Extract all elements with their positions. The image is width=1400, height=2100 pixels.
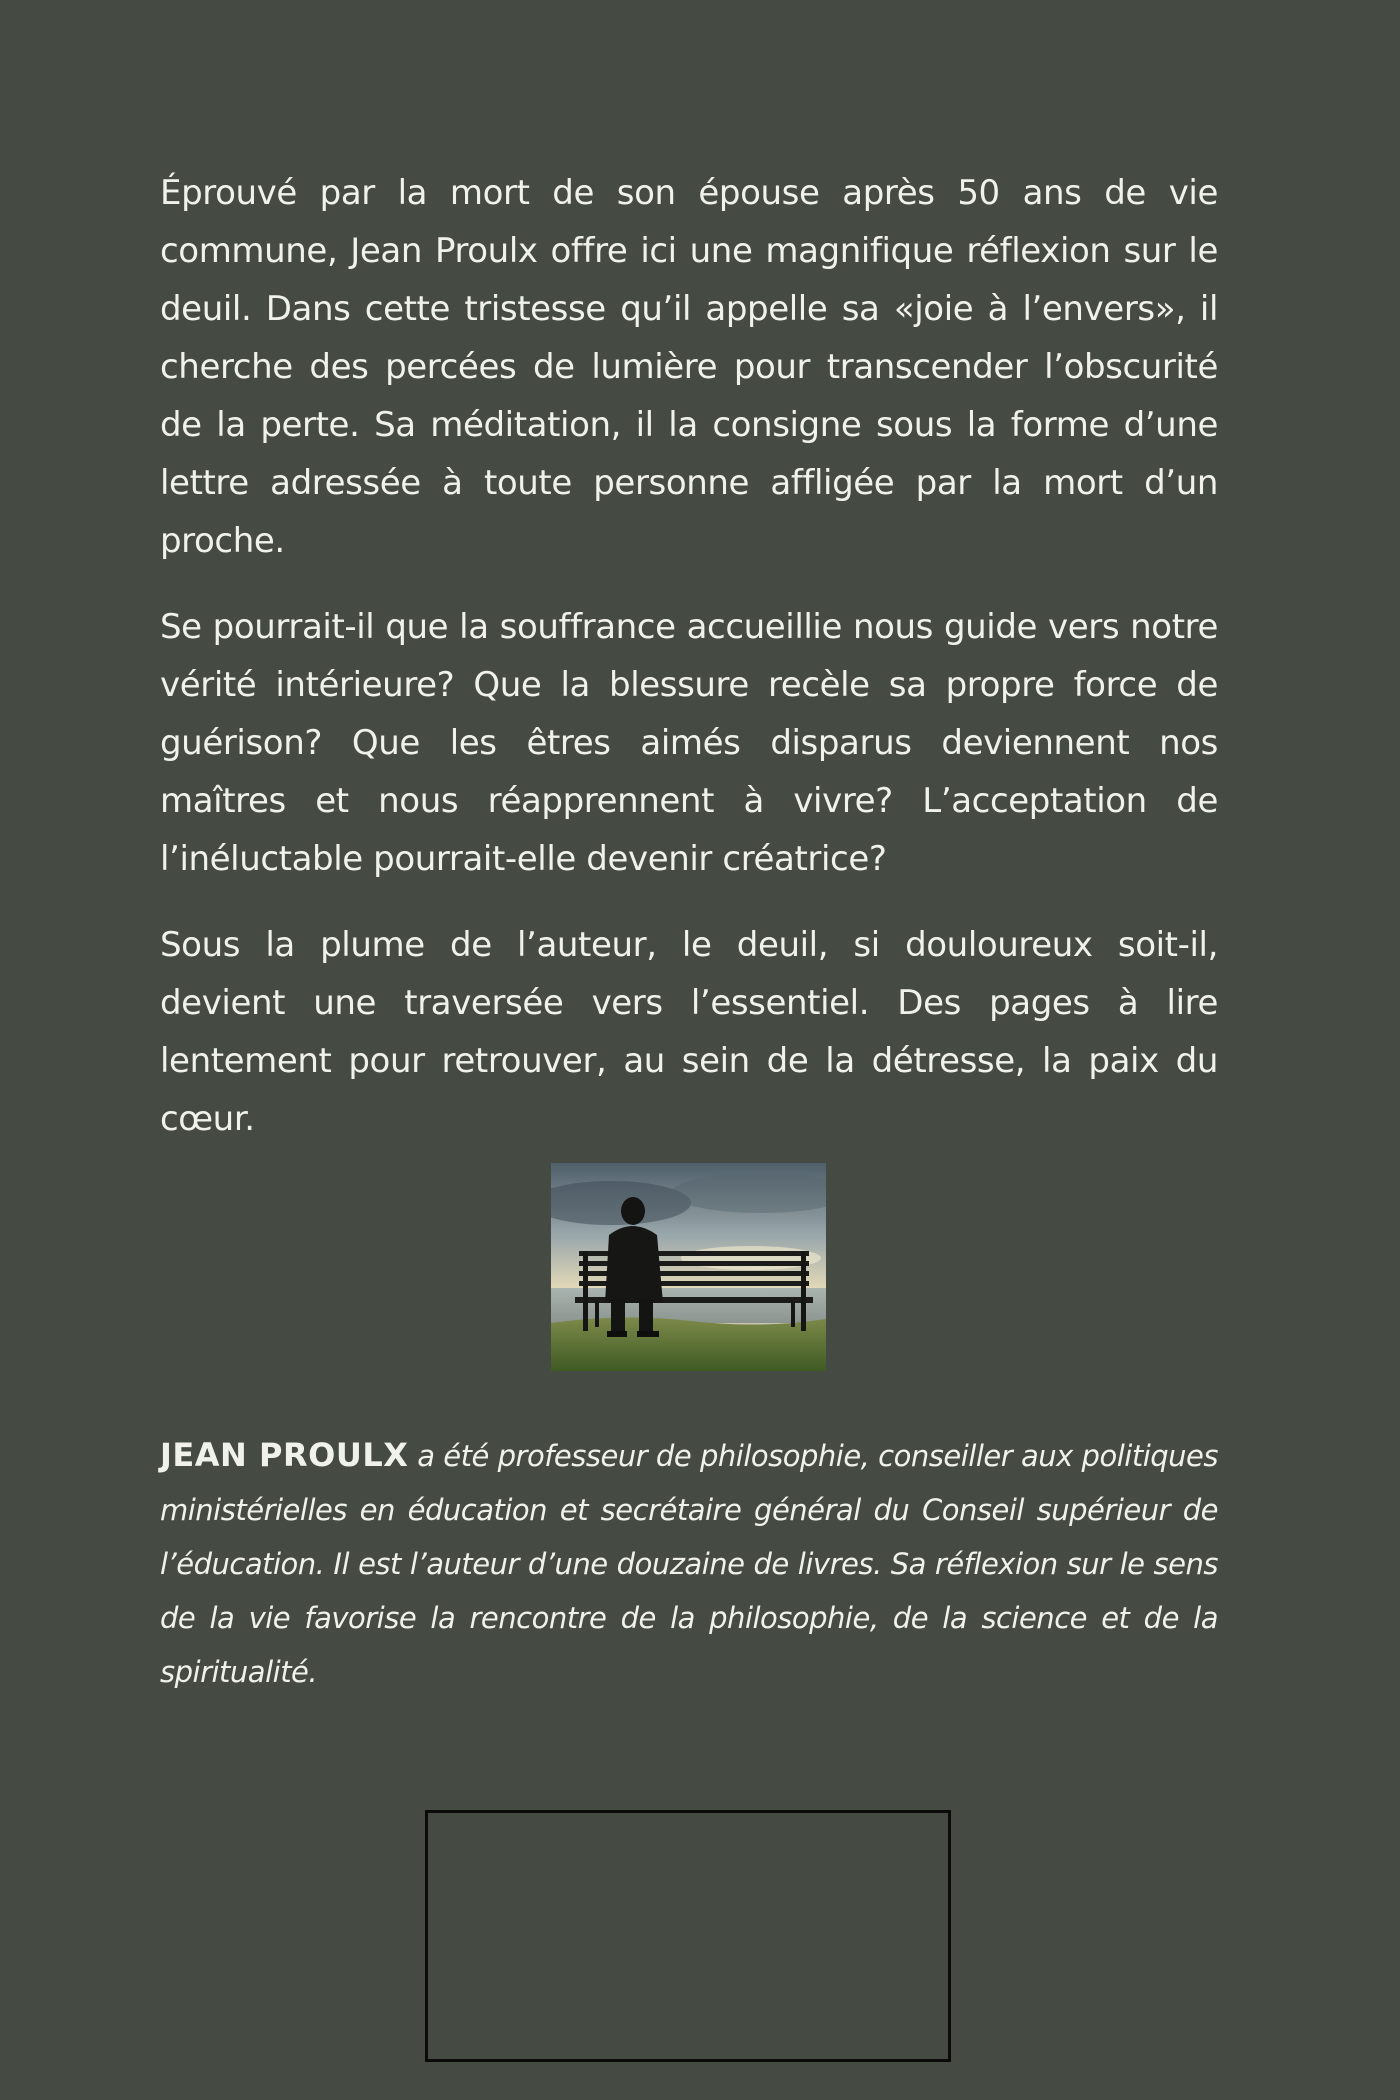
person-on-bench-photo [551, 1163, 826, 1371]
author-name: JEAN PROULX [160, 1436, 409, 1474]
blurb [160, 164, 1218, 1176]
blurb-paragraph-1: Éprouvé par la mort de son épouse après 50 ans de vie commune, Jean Proulx offre ici une magnifique réflexion sur le deuil. Dans cette tristesse qu’il appelle sa «joie à l’envers», il cherche des percées de lumière pour transcender l’obscurité de la perte. Sa méditation, il la consigne sous la forme d’une lettre adressée à toute personne affligée par la mort d’un proche. [160, 173, 1218, 561]
author-bio-text: a été professeur de philosophie, conseiller aux politiques ministérielles en éducation et secrétaire général du Conseil supérieur de l’éducation. Il est l’auteur d’une douzaine de livres. Sa réflexion sur le sens de la vie favorise la rencontre de la philosophie, de la science et de la spiritualité. [160, 1439, 1218, 1689]
blurb-paragraph-2: Se pourrait-il que la souffrance accueillie nous guide vers notre vérité intérieure? Que la blessure recèle sa propre force de guérison? Que les êtres aimés disparus deviennent nos maîtres et nous réapprennent à vivre? L’acceptation de l’inéluctable pourrait-elle devenir créatrice? [160, 607, 1218, 879]
blurb-paragraph-3: Sous la plume de l’auteur, le deuil, si douloureux soit-il, devient une traversée vers l’essentiel. Des pages à lire lentement pour retrouver, au sein de la détresse, la paix du cœur. [160, 925, 1218, 1139]
author-bio [160, 1428, 1218, 1699]
barcode-placeholder-box [425, 1810, 951, 2062]
